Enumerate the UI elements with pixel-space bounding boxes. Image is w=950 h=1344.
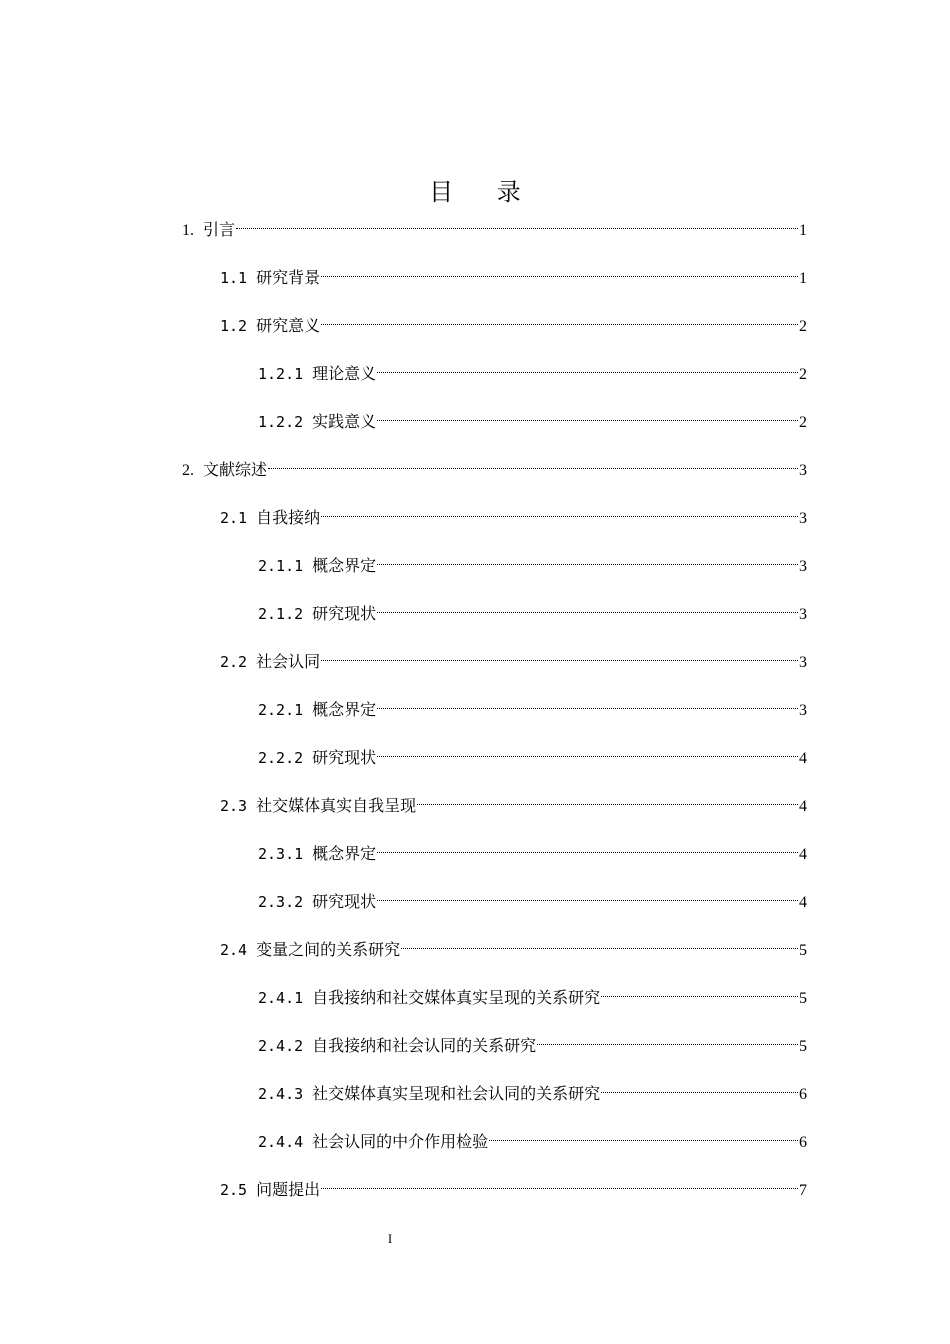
toc-entry[interactable] — [220, 931, 807, 959]
toc-entry[interactable] — [258, 595, 807, 623]
toc-entry-page: 3 — [799, 558, 807, 575]
toc-entry-page: 5 — [799, 942, 807, 959]
toc-entry-number: 1.2.2 — [258, 413, 304, 431]
toc-entry-title: 研究现状 — [312, 604, 377, 623]
toc-entry[interactable] — [258, 739, 807, 767]
toc-entry-page: 2 — [799, 318, 807, 335]
toc-entry[interactable] — [220, 787, 807, 815]
toc-entry-number: 2.3.1 — [258, 845, 304, 863]
toc-entry-number: 2.3.2 — [258, 893, 304, 911]
toc-entry-title: 问题提出 — [256, 1180, 321, 1199]
toc-entry-title: 社交媒体真实自我呈现 — [256, 796, 417, 815]
toc-entry-page: 2 — [799, 366, 807, 383]
toc-dot-leader — [601, 979, 798, 1003]
toc-entry-number: 2.1.1 — [258, 557, 304, 575]
page-number-footer: I — [387, 1231, 393, 1246]
toc-entry-number: 2.2.1 — [258, 701, 304, 719]
toc-entry-page: 4 — [799, 750, 807, 767]
toc-entry-page: 5 — [799, 1038, 807, 1055]
toc-entry[interactable] — [258, 1075, 807, 1103]
toc-entry-page: 1 — [799, 270, 807, 287]
toc-entry-page: 6 — [799, 1086, 807, 1103]
toc-entry-title: 概念界定 — [312, 844, 377, 863]
toc-entry-number: 2.2 — [220, 653, 248, 671]
toc-entry-number: 2.1 — [220, 509, 248, 527]
toc-entry-number: 1.2.1 — [258, 365, 304, 383]
toc-entry-page: 3 — [799, 462, 807, 479]
toc-entry[interactable] — [220, 1171, 807, 1199]
toc-entry[interactable] — [220, 499, 807, 527]
toc-entry-page: 2 — [799, 414, 807, 431]
toc-entry-number: 2.4.3 — [258, 1085, 304, 1103]
toc-entry-number: 2.4.1 — [258, 989, 304, 1007]
toc-entry-number: 2.4.4 — [258, 1133, 304, 1151]
toc-dot-leader — [377, 835, 798, 859]
toc-entry[interactable] — [220, 307, 807, 335]
toc-entry-page: 6 — [799, 1134, 807, 1151]
toc-dot-leader — [377, 403, 798, 427]
toc-dot-leader — [321, 643, 798, 667]
toc-entry[interactable] — [258, 403, 807, 431]
toc-entry-number: 2.1.2 — [258, 605, 304, 623]
toc-entry-number: 2.4 — [220, 941, 248, 959]
toc-entry-title: 概念界定 — [312, 556, 377, 575]
toc-entry-page: 4 — [799, 846, 807, 863]
toc-dot-leader — [537, 1027, 798, 1051]
toc-dot-leader — [321, 307, 798, 331]
toc-dot-leader — [377, 547, 798, 571]
toc-entry-title: 研究现状 — [312, 748, 377, 767]
toc-dot-leader — [268, 451, 798, 475]
toc-dot-leader — [377, 691, 798, 715]
toc-dot-leader — [377, 739, 798, 763]
toc-entry-title: 自我接纳和社交媒体真实呈现的关系研究 — [312, 988, 601, 1007]
toc-entry-title: 社会认同 — [256, 652, 321, 671]
toc-entry-title: 变量之间的关系研究 — [256, 940, 401, 959]
toc-entry-title: 研究意义 — [256, 316, 321, 335]
toc-dot-leader — [377, 883, 798, 907]
toc-entry-number: 2.4.2 — [258, 1037, 304, 1055]
toc-entry-page: 3 — [799, 702, 807, 719]
toc-entry-title: 概念界定 — [312, 700, 377, 719]
toc-entry[interactable] — [258, 355, 807, 383]
toc-entry[interactable] — [258, 1123, 807, 1151]
toc-entry-page: 3 — [799, 606, 807, 623]
toc-entry-title: 引言 — [203, 220, 236, 239]
toc-entry-number: 1.2 — [220, 317, 248, 335]
toc-entry-title: 研究背景 — [256, 268, 321, 287]
toc-entry-number: 2.2.2 — [258, 749, 304, 767]
toc-dot-leader — [321, 259, 798, 283]
toc-entry-number: 2.5 — [220, 1181, 248, 1199]
toc-entry-title: 文献综述 — [203, 460, 268, 479]
toc-entry-title: 实践意义 — [312, 412, 377, 431]
toc-dot-leader — [377, 595, 798, 619]
toc-entry[interactable] — [220, 259, 807, 287]
toc-entry-title: 社会认同的中介作用检验 — [312, 1132, 489, 1151]
toc-dot-leader — [489, 1123, 798, 1147]
toc-entry-page: 7 — [799, 1182, 807, 1199]
toc-entry[interactable] — [258, 691, 807, 719]
toc-entry-title: 社交媒体真实呈现和社会认同的关系研究 — [312, 1084, 601, 1103]
toc-entry[interactable] — [220, 643, 807, 671]
toc-entry-page: 3 — [799, 510, 807, 527]
toc-entry-page: 4 — [799, 798, 807, 815]
toc-entry[interactable] — [182, 451, 807, 479]
toc-entry[interactable] — [182, 211, 807, 239]
toc-dot-leader — [377, 355, 798, 379]
toc-entry-title: 研究现状 — [312, 892, 377, 911]
toc-dot-leader — [236, 211, 798, 235]
toc-dot-leader — [601, 1075, 798, 1099]
toc-dot-leader — [417, 787, 798, 811]
toc-entry-page: 5 — [799, 990, 807, 1007]
toc-dot-leader — [401, 931, 798, 955]
toc-entry-page: 3 — [799, 654, 807, 671]
toc-entry[interactable] — [258, 1027, 807, 1055]
toc-entry[interactable] — [258, 547, 807, 575]
toc-entry-title: 自我接纳 — [256, 508, 321, 527]
toc-dot-leader — [321, 499, 798, 523]
toc-title: 目 录 — [429, 178, 539, 206]
toc-entry-number: 1. — [182, 222, 194, 239]
toc-entry[interactable] — [258, 979, 807, 1007]
toc-entry-page: 1 — [799, 222, 807, 239]
toc-entry-number: 2. — [182, 462, 194, 479]
toc-entry-title: 理论意义 — [312, 364, 377, 383]
toc-entry-page: 4 — [799, 894, 807, 911]
toc-entry[interactable] — [258, 883, 807, 911]
toc-entry-number: 2.3 — [220, 797, 248, 815]
toc-entry-title: 自我接纳和社会认同的关系研究 — [312, 1036, 537, 1055]
toc-entry-number: 1.1 — [220, 269, 248, 287]
toc-dot-leader — [321, 1171, 798, 1195]
toc-entry[interactable] — [258, 835, 807, 863]
